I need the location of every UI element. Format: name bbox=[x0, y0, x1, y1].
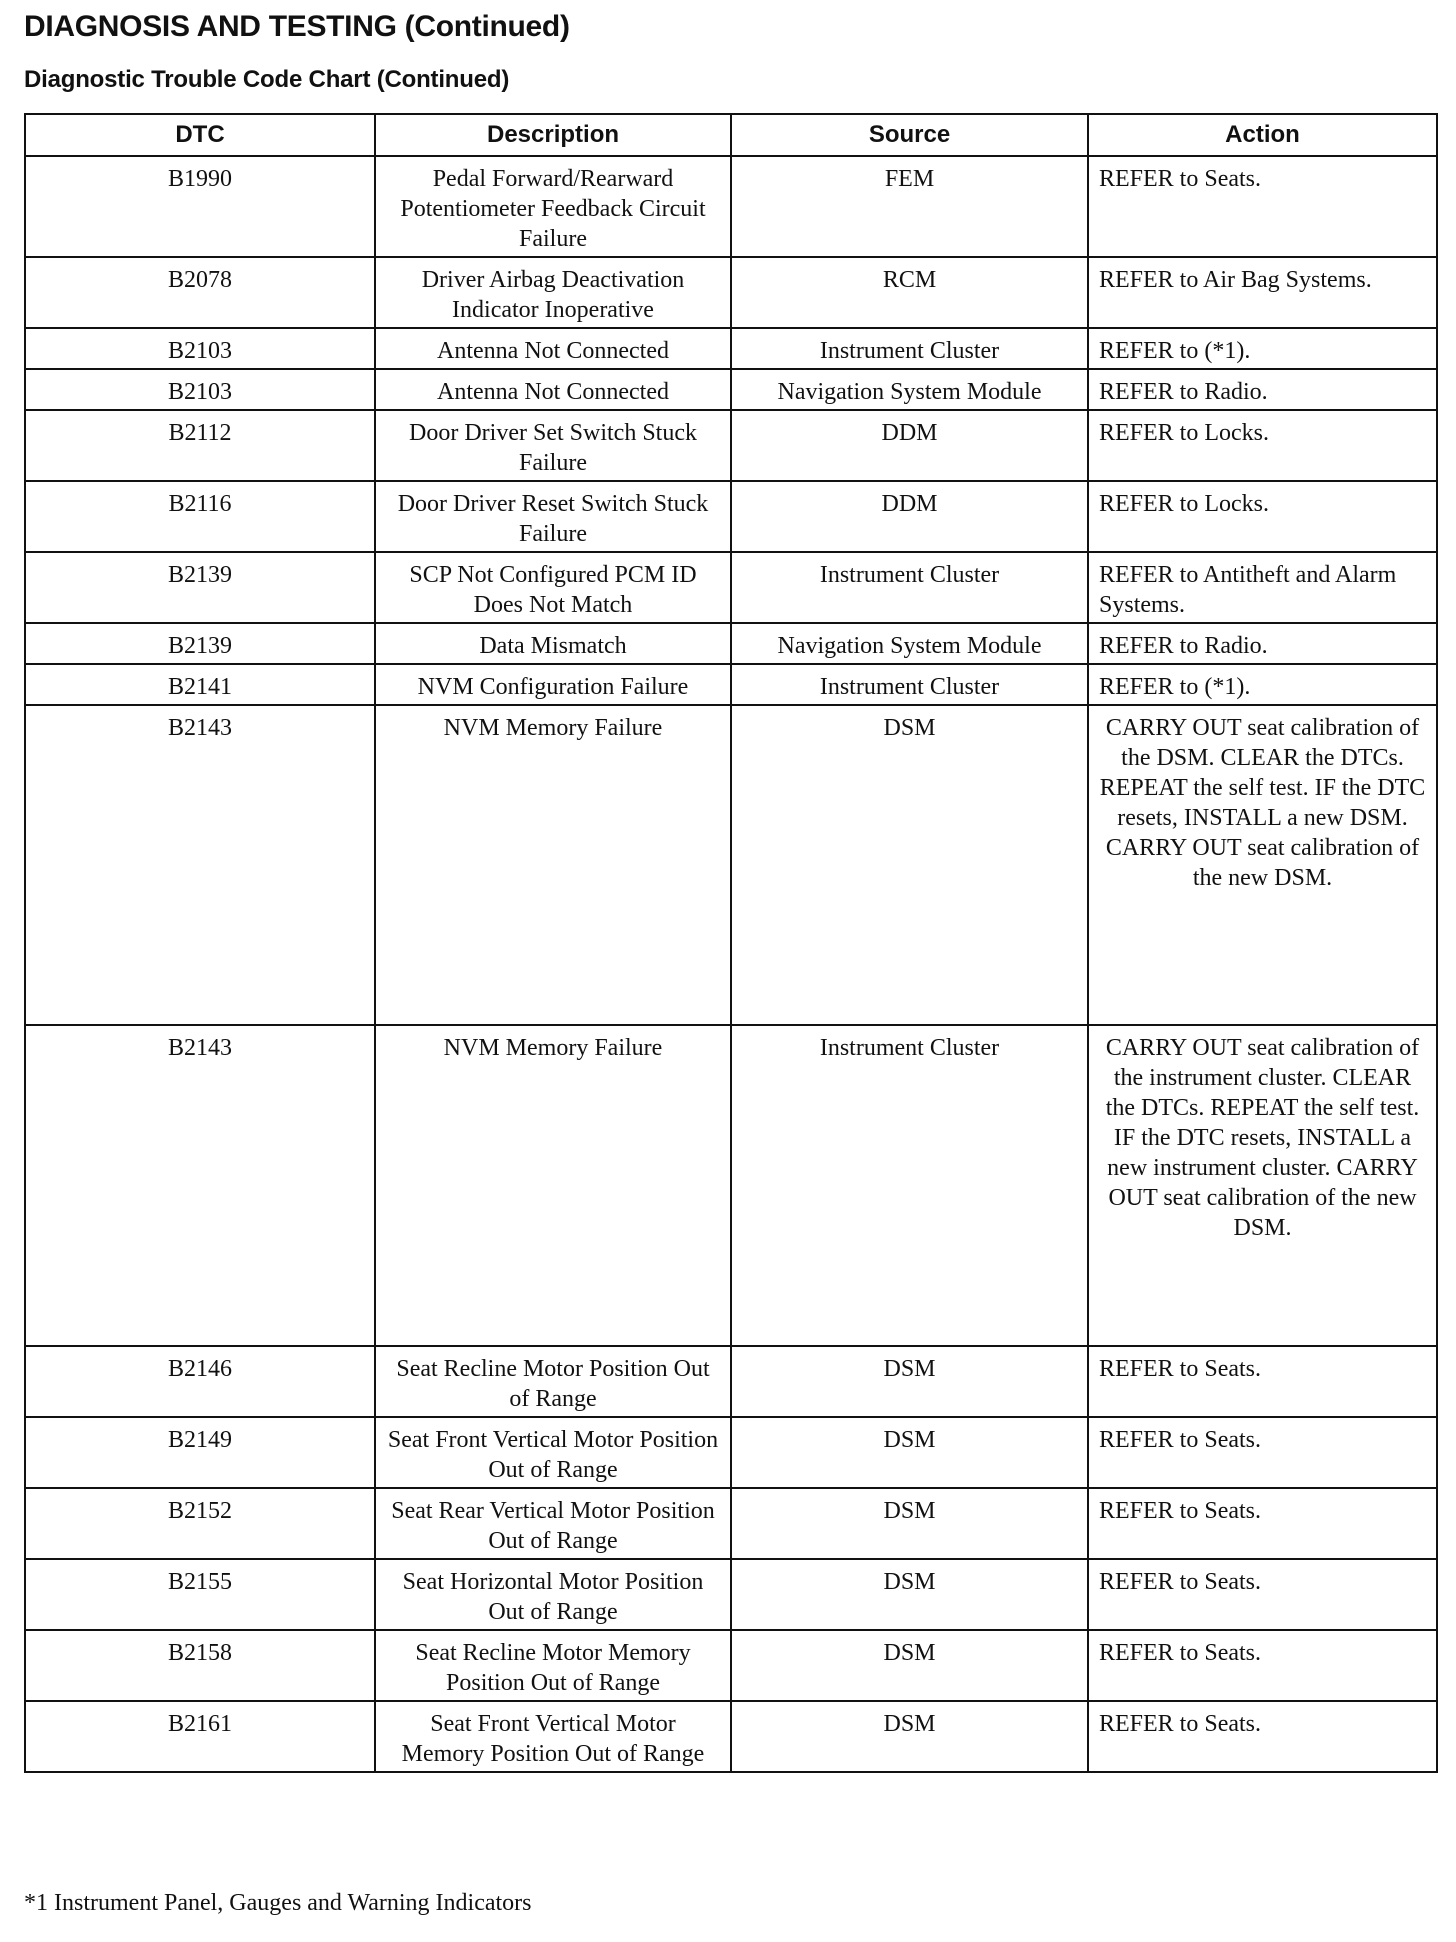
source-cell: DSM bbox=[731, 1559, 1088, 1630]
page-title: DIAGNOSIS AND TESTING (Continued) bbox=[24, 10, 570, 43]
description-cell: Seat Front Vertical Motor Position Out of Range bbox=[375, 1417, 731, 1488]
column-header-description: Description bbox=[375, 114, 731, 156]
dtc-cell: B2158 bbox=[25, 1630, 375, 1701]
source-cell: DDM bbox=[731, 481, 1088, 552]
action-cell: REFER to Air Bag Systems. bbox=[1088, 257, 1437, 328]
table-row bbox=[25, 257, 1437, 328]
action-cell: CARRY OUT seat calibration of the instrument cluster. CLEAR the DTCs. REPEAT the self test. IF the DTC resets, INSTALL a new instrument cluster. CARRY OUT seat calibration of the new DSM. bbox=[1088, 1025, 1437, 1346]
table-row bbox=[25, 1488, 1437, 1559]
table-row bbox=[25, 369, 1437, 410]
dtc-cell: B2155 bbox=[25, 1559, 375, 1630]
dtc-cell: B2139 bbox=[25, 623, 375, 664]
action-cell: REFER to Locks. bbox=[1088, 481, 1437, 552]
dtc-cell: B2149 bbox=[25, 1417, 375, 1488]
description-cell: SCP Not Configured PCM ID Does Not Match bbox=[375, 552, 731, 623]
table-row bbox=[25, 1701, 1437, 1772]
description-cell: NVM Memory Failure bbox=[375, 1025, 731, 1346]
description-cell: Seat Rear Vertical Motor Position Out of Range bbox=[375, 1488, 731, 1559]
description-cell: NVM Configuration Failure bbox=[375, 664, 731, 705]
column-header-source: Source bbox=[731, 114, 1088, 156]
table-row bbox=[25, 1025, 1437, 1346]
action-cell: REFER to Seats. bbox=[1088, 1488, 1437, 1559]
action-cell: REFER to Seats. bbox=[1088, 156, 1437, 257]
source-cell: DSM bbox=[731, 1630, 1088, 1701]
source-cell: DSM bbox=[731, 705, 1088, 1025]
source-cell: DSM bbox=[731, 1701, 1088, 1772]
action-cell: REFER to Antitheft and Alarm Systems. bbox=[1088, 552, 1437, 623]
description-cell: Seat Front Vertical Motor Memory Position Out of Range bbox=[375, 1701, 731, 1772]
description-cell: Seat Recline Motor Position Out of Range bbox=[375, 1346, 731, 1417]
table-row bbox=[25, 1346, 1437, 1417]
source-cell: Instrument Cluster bbox=[731, 664, 1088, 705]
table-row bbox=[25, 552, 1437, 623]
dtc-cell: B2143 bbox=[25, 1025, 375, 1346]
source-cell: DSM bbox=[731, 1488, 1088, 1559]
source-cell: DDM bbox=[731, 410, 1088, 481]
dtc-cell: B2112 bbox=[25, 410, 375, 481]
table-row bbox=[25, 328, 1437, 369]
dtc-cell: B2146 bbox=[25, 1346, 375, 1417]
description-cell: Seat Recline Motor Memory Position Out of Range bbox=[375, 1630, 731, 1701]
action-cell: CARRY OUT seat calibration of the DSM. CLEAR the DTCs. REPEAT the self test. IF the DTC resets, INSTALL a new DSM. CARRY OUT seat calibration of the new DSM. bbox=[1088, 705, 1437, 1025]
footnote: *1 Instrument Panel, Gauges and Warning Indicators bbox=[24, 1890, 532, 1916]
dtc-cell: B2103 bbox=[25, 328, 375, 369]
chart-title: Diagnostic Trouble Code Chart (Continued) bbox=[24, 66, 510, 93]
action-cell: REFER to Radio. bbox=[1088, 623, 1437, 664]
table-row bbox=[25, 705, 1437, 1025]
source-cell: Navigation System Module bbox=[731, 369, 1088, 410]
table-row bbox=[25, 410, 1437, 481]
action-cell: REFER to (*1). bbox=[1088, 328, 1437, 369]
action-cell: REFER to Seats. bbox=[1088, 1417, 1437, 1488]
dtc-cell: B2116 bbox=[25, 481, 375, 552]
dtc-cell: B2152 bbox=[25, 1488, 375, 1559]
description-cell: Antenna Not Connected bbox=[375, 328, 731, 369]
dtc-cell: B2078 bbox=[25, 257, 375, 328]
source-cell: DSM bbox=[731, 1417, 1088, 1488]
action-cell: REFER to Seats. bbox=[1088, 1559, 1437, 1630]
action-cell: REFER to Seats. bbox=[1088, 1630, 1437, 1701]
table-row bbox=[25, 1559, 1437, 1630]
column-header-dtc: DTC bbox=[25, 114, 375, 156]
source-cell: RCM bbox=[731, 257, 1088, 328]
source-cell: FEM bbox=[731, 156, 1088, 257]
table-header-row bbox=[25, 114, 1437, 156]
description-cell: Door Driver Set Switch Stuck Failure bbox=[375, 410, 731, 481]
action-cell: REFER to Radio. bbox=[1088, 369, 1437, 410]
table-row bbox=[25, 156, 1437, 257]
dtc-table bbox=[24, 113, 1438, 1773]
action-cell: REFER to Seats. bbox=[1088, 1346, 1437, 1417]
dtc-cell: B2103 bbox=[25, 369, 375, 410]
source-cell: Navigation System Module bbox=[731, 623, 1088, 664]
description-cell: Driver Airbag Deactivation Indicator Inoperative bbox=[375, 257, 731, 328]
action-cell: REFER to Seats. bbox=[1088, 1701, 1437, 1772]
table-row bbox=[25, 1630, 1437, 1701]
dtc-cell: B2143 bbox=[25, 705, 375, 1025]
table-row bbox=[25, 481, 1437, 552]
action-cell: REFER to (*1). bbox=[1088, 664, 1437, 705]
action-cell: REFER to Locks. bbox=[1088, 410, 1437, 481]
source-cell: DSM bbox=[731, 1346, 1088, 1417]
source-cell: Instrument Cluster bbox=[731, 328, 1088, 369]
description-cell: NVM Memory Failure bbox=[375, 705, 731, 1025]
table-row bbox=[25, 1417, 1437, 1488]
table-row bbox=[25, 623, 1437, 664]
table-row bbox=[25, 664, 1437, 705]
dtc-cell: B2161 bbox=[25, 1701, 375, 1772]
description-cell: Seat Horizontal Motor Position Out of Range bbox=[375, 1559, 731, 1630]
description-cell: Pedal Forward/Rearward Potentiometer Feedback Circuit Failure bbox=[375, 156, 731, 257]
column-header-action: Action bbox=[1088, 114, 1437, 156]
source-cell: Instrument Cluster bbox=[731, 1025, 1088, 1346]
source-cell: Instrument Cluster bbox=[731, 552, 1088, 623]
dtc-cell: B2139 bbox=[25, 552, 375, 623]
dtc-cell: B1990 bbox=[25, 156, 375, 257]
dtc-cell: B2141 bbox=[25, 664, 375, 705]
description-cell: Door Driver Reset Switch Stuck Failure bbox=[375, 481, 731, 552]
description-cell: Antenna Not Connected bbox=[375, 369, 731, 410]
description-cell: Data Mismatch bbox=[375, 623, 731, 664]
